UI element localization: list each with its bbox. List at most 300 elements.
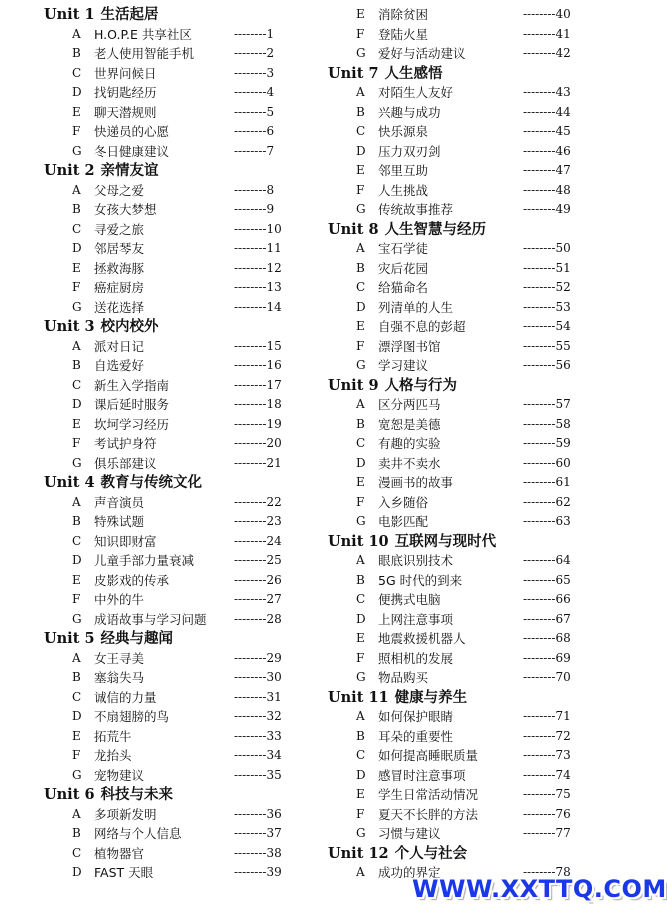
toc-entry[interactable] (44, 824, 334, 844)
toc-entry[interactable] (328, 161, 628, 181)
toc-entry[interactable] (44, 863, 334, 883)
entry-page-number: --------59 (523, 436, 571, 450)
entry-page-number: --------72 (523, 728, 571, 743)
entry-title: 对陌生人友好 (378, 85, 454, 100)
toc-entry[interactable] (44, 83, 334, 103)
entry-page-number: --------37 (234, 826, 282, 840)
toc-entry[interactable] (328, 649, 628, 669)
toc-entry[interactable] (328, 707, 628, 727)
unit-heading (44, 629, 334, 649)
entry-page-number: --------52 (523, 280, 571, 294)
entry-title: 学习建议 (378, 358, 429, 373)
entry-letter: E (356, 787, 365, 801)
entry-letter: G (356, 358, 366, 372)
toc-entry[interactable] (328, 551, 628, 571)
unit-heading (328, 688, 628, 708)
entry-page-number: --------10 (234, 221, 282, 236)
toc-entry[interactable] (328, 746, 628, 766)
entry-title: 植物器官 (94, 845, 145, 861)
toc-entry[interactable] (328, 239, 628, 259)
entry-title: 聊天潜规则 (94, 104, 157, 120)
entry-letter: A (356, 865, 365, 879)
entry-page-number: --------70 (523, 670, 571, 684)
entry-letter: B (72, 358, 81, 372)
toc-entry[interactable] (44, 805, 334, 825)
entry-title: 癌症厨房 (94, 280, 145, 295)
entry-page-number: --------34 (234, 748, 282, 762)
entry-page-number: --------7 (234, 143, 275, 158)
entry-letter: E (72, 260, 81, 275)
entry-title: 女孩大梦想 (94, 202, 157, 217)
entry-title: 诚信的力量 (94, 689, 157, 705)
entry-page-number: --------26 (234, 572, 282, 587)
entry-letter: B (72, 826, 81, 840)
entry-title: 耳朵的重要性 (378, 728, 454, 744)
entry-letter: G (72, 299, 82, 314)
unit-number: Unit 3 (44, 318, 95, 335)
entry-title: 人生挑战 (378, 182, 429, 198)
entry-letter: C (72, 377, 82, 392)
entry-title: 拯救海豚 (94, 260, 145, 276)
entry-title: 自强不息的彭超 (378, 319, 466, 334)
entry-page-number: --------66 (523, 592, 571, 606)
entry-page-number: --------78 (523, 865, 571, 879)
entry-title: 儿童手部力量衰减 (94, 553, 195, 568)
toc-entry[interactable] (44, 298, 334, 318)
unit-heading (44, 785, 334, 805)
toc-right-column (328, 5, 628, 883)
entry-letter: F (72, 280, 81, 294)
entry-title: 入乡随俗 (378, 494, 429, 510)
entry-letter: C (72, 221, 82, 236)
entry-letter: A (356, 85, 365, 99)
entry-title: 不扇翅膀的鸟 (94, 709, 170, 724)
entry-page-number: --------12 (234, 260, 282, 275)
entry-title: 寻爱之旅 (94, 221, 145, 237)
toc-entry[interactable] (44, 122, 334, 142)
entry-page-number: --------11 (234, 241, 282, 255)
entry-page-number: --------2 (234, 46, 275, 60)
unit-number: Unit 2 (44, 162, 95, 179)
entry-letter: E (72, 728, 81, 743)
toc-entry[interactable] (328, 512, 628, 532)
entry-page-number: --------6 (234, 124, 275, 138)
unit-number: Unit 1 (44, 6, 95, 23)
entry-letter: E (72, 104, 81, 119)
entry-title: 知识即财富 (94, 533, 157, 549)
unit-heading (44, 317, 334, 337)
unit-heading (328, 220, 628, 240)
entry-page-number: --------16 (234, 358, 282, 372)
entry-letter: G (356, 202, 366, 216)
unit-heading (44, 161, 334, 181)
entry-title: 电影匹配 (378, 514, 429, 529)
entry-page-number: --------20 (234, 436, 282, 450)
entry-title: 邻居琴友 (94, 241, 145, 256)
entry-title: FAST 天眼 (94, 865, 154, 880)
entry-page-number: --------1 (234, 26, 275, 41)
toc-entry[interactable] (44, 551, 334, 571)
unit-title: 亲情友谊 (100, 163, 159, 179)
entry-page-number: --------33 (234, 728, 282, 743)
unit-title: 生活起居 (100, 7, 159, 23)
entry-page-number: --------42 (523, 46, 571, 60)
toc-entry[interactable] (328, 727, 628, 747)
toc-entry[interactable] (328, 415, 628, 435)
entry-letter: A (72, 806, 81, 821)
entry-letter: B (356, 416, 365, 431)
toc-entry[interactable] (44, 649, 334, 669)
toc-entry[interactable] (328, 493, 628, 513)
entry-title: 漫画书的故事 (378, 475, 454, 490)
entry-page-number: --------41 (523, 26, 571, 41)
entry-title: 宠物建议 (94, 767, 145, 783)
toc-entry[interactable] (44, 356, 334, 376)
entry-title: 送花选择 (94, 299, 145, 315)
toc-left-column (44, 5, 334, 883)
entry-title: 给猫命名 (378, 280, 429, 295)
toc-entry[interactable] (44, 103, 334, 123)
toc-entry[interactable] (44, 239, 334, 259)
entry-page-number: --------60 (523, 455, 571, 470)
entry-title: 拓荒牛 (94, 728, 132, 744)
entry-title: 照相机的发展 (378, 650, 454, 666)
entry-page-number: --------73 (523, 748, 571, 762)
entry-title: 皮影戏的传承 (94, 572, 170, 588)
entry-title: 夏天不长胖的方法 (378, 806, 479, 822)
toc-entry[interactable] (44, 727, 334, 747)
entry-page-number: --------53 (523, 299, 571, 314)
entry-letter: B (356, 572, 365, 587)
toc-entry[interactable] (44, 44, 334, 64)
toc-entry[interactable] (44, 668, 334, 688)
toc-entry[interactable] (44, 844, 334, 864)
toc-entry[interactable] (44, 493, 334, 513)
entry-title: 俱乐部建议 (94, 455, 157, 471)
toc-entry[interactable] (44, 181, 334, 201)
toc-entry[interactable] (44, 746, 334, 766)
toc-entry[interactable] (328, 337, 628, 357)
toc-entry[interactable] (44, 590, 334, 610)
toc-entry[interactable] (44, 376, 334, 396)
entry-letter: G (72, 611, 82, 626)
unit-number: Unit 9 (328, 376, 379, 394)
unit-heading (44, 5, 334, 25)
entry-letter: G (72, 767, 82, 782)
toc-entry[interactable] (328, 317, 628, 337)
entry-letter: G (356, 670, 366, 684)
entry-title: 宽恕是美德 (378, 416, 441, 432)
toc-entry[interactable] (328, 142, 628, 162)
entry-letter: F (356, 182, 365, 197)
toc-entry[interactable] (328, 259, 628, 279)
entry-title: 地震救援机器人 (378, 631, 466, 646)
entry-letter: G (72, 455, 82, 470)
toc-entry[interactable] (328, 298, 628, 318)
entry-letter: F (72, 436, 81, 450)
toc-entry[interactable] (328, 805, 628, 825)
toc-entry[interactable] (44, 610, 334, 630)
entry-letter: B (72, 202, 81, 216)
entry-page-number: --------35 (234, 767, 282, 782)
toc-entry[interactable] (328, 629, 628, 649)
toc-entry[interactable] (328, 590, 628, 610)
unit-title: 经典与趣闻 (100, 631, 174, 647)
entry-letter: G (72, 143, 82, 158)
toc-entry[interactable] (328, 454, 628, 474)
entry-letter: D (72, 553, 82, 567)
toc-entry[interactable] (44, 64, 334, 84)
toc-entry[interactable] (328, 83, 628, 103)
entry-page-number: --------48 (523, 182, 571, 197)
entry-title: 上网注意事项 (378, 611, 454, 627)
entry-letter: F (72, 124, 81, 138)
entry-letter: C (356, 124, 366, 138)
entry-page-number: --------19 (234, 416, 282, 431)
entry-page-number: --------58 (523, 416, 571, 431)
entry-letter: B (356, 104, 365, 119)
entry-page-number: --------8 (234, 182, 275, 197)
entry-letter: D (356, 611, 366, 626)
entry-page-number: --------57 (523, 397, 571, 411)
entry-letter: E (356, 163, 365, 177)
entry-title: 派对日记 (94, 338, 145, 354)
entry-page-number: --------67 (523, 611, 571, 626)
unit-heading (328, 64, 628, 84)
entry-page-number: --------36 (234, 806, 282, 821)
unit-heading (44, 473, 334, 493)
entry-page-number: --------29 (234, 650, 282, 665)
unit-number: Unit 6 (44, 786, 95, 803)
toc-entry[interactable] (44, 220, 334, 240)
toc-entry[interactable] (44, 142, 334, 162)
entry-title: 眼底识别技术 (378, 553, 454, 568)
entry-page-number: --------3 (234, 65, 275, 80)
entry-page-number: --------46 (523, 143, 571, 158)
entry-title: 邻里互助 (378, 163, 429, 178)
entry-letter: E (72, 572, 81, 587)
toc-entry[interactable] (328, 610, 628, 630)
entry-title: 传统故事推荐 (378, 202, 454, 217)
entry-letter: D (356, 143, 366, 158)
entry-title: 声音演员 (94, 494, 145, 510)
unit-title: 教育与传统文化 (100, 475, 203, 491)
entry-title: 网络与个人信息 (94, 826, 182, 841)
toc-entry[interactable] (328, 785, 628, 805)
entry-page-number: --------68 (523, 631, 571, 645)
entry-letter: C (356, 436, 366, 450)
toc-entry[interactable] (44, 532, 334, 552)
toc-entry[interactable] (328, 395, 628, 415)
entry-title: 区分两匹马 (378, 397, 441, 412)
toc-entry[interactable] (44, 766, 334, 786)
toc-entry[interactable] (44, 337, 334, 357)
entry-letter: B (72, 670, 81, 684)
entry-letter: A (356, 709, 365, 723)
unit-number: Unit 8 (328, 220, 379, 238)
entry-page-number: --------17 (234, 377, 282, 392)
toc-entry[interactable] (44, 571, 334, 591)
entry-title: 自选爱好 (94, 358, 145, 373)
entry-page-number: --------18 (234, 397, 282, 411)
toc-entry[interactable] (328, 766, 628, 786)
toc-entry[interactable] (328, 181, 628, 201)
toc-entry[interactable] (328, 5, 628, 25)
entry-title: 女王寻美 (94, 650, 145, 666)
unit-number: Unit 5 (44, 630, 95, 647)
toc-entry[interactable] (44, 512, 334, 532)
entry-letter: D (72, 865, 82, 879)
entry-letter: C (72, 689, 82, 704)
entry-page-number: --------15 (234, 338, 282, 353)
unit-number: Unit 4 (44, 474, 95, 491)
entry-page-number: --------27 (234, 592, 282, 606)
toc-entry[interactable] (44, 278, 334, 298)
entry-title: 列清单的人生 (378, 299, 454, 315)
entry-letter: A (356, 553, 365, 567)
entry-title: 老人使用智能手机 (94, 46, 195, 61)
entry-page-number: --------54 (523, 319, 571, 333)
entry-title: 考试护身符 (94, 436, 157, 451)
entry-letter: A (72, 26, 81, 41)
entry-page-number: --------13 (234, 280, 282, 294)
unit-heading (328, 532, 628, 552)
entry-title: 坎坷学习经历 (94, 416, 170, 432)
toc-entry[interactable] (328, 44, 628, 64)
unit-number: Unit 10 (328, 532, 389, 550)
entry-page-number: --------28 (234, 611, 282, 626)
entry-page-number: --------76 (523, 806, 571, 821)
toc-entry[interactable] (44, 415, 334, 435)
entry-title: 宝石学徒 (378, 241, 429, 256)
entry-letter: F (356, 650, 365, 665)
entry-page-number: --------77 (523, 826, 571, 840)
entry-letter: E (356, 7, 365, 21)
entry-page-number: --------61 (523, 475, 571, 489)
unit-title: 互联网与现时代 (394, 533, 497, 550)
entry-letter: B (356, 728, 365, 743)
entry-page-number: --------63 (523, 514, 571, 528)
entry-page-number: --------38 (234, 845, 282, 860)
toc-entry[interactable] (328, 278, 628, 298)
entry-page-number: --------5 (234, 104, 275, 119)
toc-entry[interactable] (44, 395, 334, 415)
entry-page-number: --------30 (234, 670, 282, 684)
toc-entry[interactable] (44, 688, 334, 708)
unit-number: Unit 11 (328, 688, 389, 706)
entry-title: 多项新发明 (94, 806, 157, 822)
entry-page-number: --------56 (523, 358, 571, 372)
entry-title: 消除贫困 (378, 7, 429, 22)
entry-page-number: --------9 (234, 202, 275, 216)
entry-title: 物品购买 (378, 670, 429, 685)
entry-title: 习惯与建议 (378, 826, 441, 841)
entry-letter: D (356, 767, 366, 782)
entry-title: 找钥匙经历 (94, 85, 157, 100)
entry-letter: A (356, 241, 365, 255)
entry-letter: E (72, 416, 81, 431)
entry-page-number: --------74 (523, 767, 571, 782)
entry-title: 中外的牛 (94, 592, 145, 607)
entry-title: 特殊试题 (94, 514, 145, 529)
toc-entry[interactable] (44, 25, 334, 45)
toc-entry[interactable] (328, 473, 628, 493)
entry-letter: F (356, 26, 365, 41)
entry-letter: D (72, 397, 82, 411)
entry-page-number: --------23 (234, 514, 282, 528)
unit-number: Unit 12 (328, 844, 389, 862)
entry-title: 5G 时代的到来 (378, 572, 463, 588)
entry-page-number: --------69 (523, 650, 571, 665)
toc-entry[interactable] (44, 707, 334, 727)
toc-entry[interactable] (44, 434, 334, 454)
entry-letter: C (356, 592, 366, 606)
unit-title: 校内校外 (100, 319, 159, 335)
entry-page-number: --------31 (234, 689, 282, 704)
entry-letter: C (72, 65, 82, 80)
entry-letter: D (72, 85, 82, 99)
entry-title: 灾后花园 (378, 260, 429, 276)
entry-title: 快乐源泉 (378, 124, 429, 139)
entry-title: 塞翁失马 (94, 670, 145, 685)
toc-entry[interactable] (44, 454, 334, 474)
entry-letter: D (356, 455, 366, 470)
entry-page-number: --------40 (523, 7, 571, 21)
entry-letter: F (356, 494, 365, 509)
entry-title: 兴趣与成功 (378, 104, 441, 120)
entry-letter: F (72, 748, 81, 762)
entry-title: 如何提高睡眠质量 (378, 748, 479, 763)
entry-page-number: --------71 (523, 709, 571, 723)
entry-title: 如何保护眼睛 (378, 709, 454, 724)
toc-entry[interactable] (328, 668, 628, 688)
toc-entry[interactable] (328, 434, 628, 454)
entry-page-number: --------49 (523, 202, 571, 216)
entry-letter: C (72, 533, 82, 548)
entry-page-number: --------25 (234, 553, 282, 567)
toc-entry[interactable] (328, 122, 628, 142)
entry-title: 学生日常活动情况 (378, 787, 479, 802)
entry-page-number: --------24 (234, 533, 282, 548)
toc-entry[interactable] (328, 25, 628, 45)
entry-title: 世界问候日 (94, 65, 157, 81)
toc-entry[interactable] (328, 824, 628, 844)
entry-letter: D (356, 299, 366, 314)
unit-title: 健康与养生 (394, 689, 468, 706)
unit-title: 人生感悟 (384, 65, 443, 82)
toc-entry[interactable] (328, 571, 628, 591)
toc-entry[interactable] (44, 200, 334, 220)
entry-title: 压力双刃剑 (378, 143, 441, 159)
unit-number: Unit 7 (328, 64, 379, 82)
entry-title: 新生入学指南 (94, 377, 170, 393)
toc-entry[interactable] (44, 259, 334, 279)
entry-letter: E (356, 631, 365, 645)
entry-letter: B (356, 260, 365, 275)
toc-entry[interactable] (328, 356, 628, 376)
entry-letter: E (356, 475, 365, 489)
entry-page-number: --------47 (523, 163, 571, 177)
entry-page-number: --------55 (523, 338, 571, 353)
toc-entry[interactable] (328, 200, 628, 220)
entry-letter: C (356, 748, 366, 762)
toc-entry[interactable] (328, 103, 628, 123)
entry-title: 父母之爱 (94, 182, 145, 198)
entry-letter: F (72, 592, 81, 606)
entry-letter: D (72, 709, 82, 723)
entry-title: 登陆火星 (378, 26, 429, 42)
entry-page-number: --------21 (234, 455, 282, 470)
